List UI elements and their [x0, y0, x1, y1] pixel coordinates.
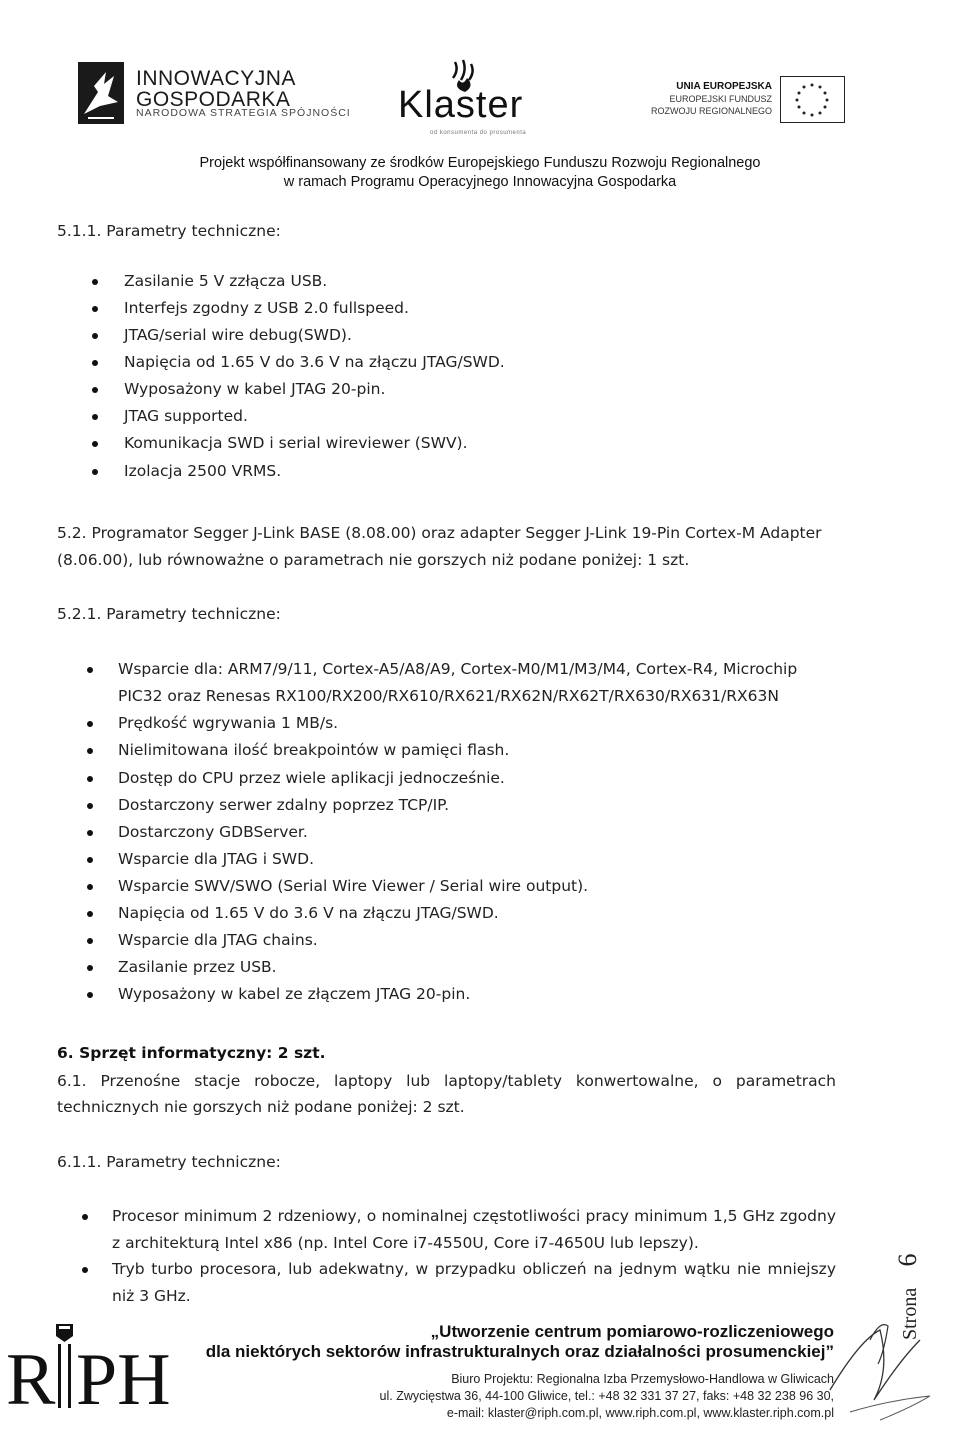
svg-text:R: R: [6, 1339, 56, 1418]
list-item: Dostęp do CPU przez wiele aplikacji jednocześnie.: [118, 769, 505, 787]
bullet: [87, 803, 93, 809]
bullet: [92, 469, 98, 475]
logo-klaster: Klaster: [398, 84, 524, 126]
emblem-icon: [78, 62, 124, 124]
handwritten-signature: [820, 1300, 960, 1430]
list-item: Napięcia od 1.65 V do 3.6 V na złączu JTAG/SWD.: [118, 904, 499, 922]
bullet: [92, 333, 98, 339]
list-item: Tryb turbo procesora, lub adekwatny, w przypadku obliczeń na jednym wątku nie mniejszy: [112, 1260, 836, 1278]
list-item: Komunikacja SWD i serial wireviewer (SWV).: [124, 434, 468, 452]
eu-label-line3: ROZWOJU REGIONALNEGO: [650, 106, 772, 116]
bullet: [87, 857, 93, 863]
section-5-2-line2: (8.06.00), lub równoważne o parametrach nie gorszych niż podane poniżej: 1 szt.: [57, 551, 690, 569]
strona-label: Strona: [899, 1287, 921, 1340]
section-5-2-line1: 5.2. Programator Segger J-Link BASE (8.08.00) oraz adapter Segger J-Link 19-Pin Cortex-M Adapter: [57, 524, 822, 542]
bullet: [87, 992, 93, 998]
bullet: [87, 667, 93, 673]
bullet: [87, 911, 93, 917]
list-item: Wsparcie dla: ARM7/9/11, Cortex-A5/A8/A9, Cortex-M0/M1/M3/M4, Cortex-R4, Microchip: [118, 660, 798, 678]
paragraph-6-1-line2: technicznych nie gorszych niż podane poniżej: 2 szt.: [57, 1098, 465, 1116]
footer-title-line2: dla niektórych sektorów infrastrukturalnych oraz działalności prosumenckiej”: [205, 1342, 834, 1361]
list-item: Wyposażony w kabel ze złączem JTAG 20-pin.: [118, 985, 471, 1003]
footer-office: Biuro Projektu: Regionalna Izba Przemysłowo-Handlowa w Gliwicach: [451, 1372, 834, 1386]
list-item: Wsparcie dla JTAG chains.: [118, 931, 318, 949]
bullet: [87, 776, 93, 782]
list-item-continuation: PIC32 oraz Renesas RX100/RX200/RX610/RX621/RX62N/RX62T/RX630/RX631/RX63N: [118, 687, 779, 705]
innowacyjna-gospodarka-emblem: [78, 62, 124, 124]
list-item: Zasilanie przez USB.: [118, 958, 277, 976]
paragraph-6-1-line1: 6.1. Przenośne stacje robocze, laptopy lub laptopy/tablety konwertowalne, o parametrach: [57, 1072, 836, 1090]
footer-contact: e-mail: klaster@riph.com.pl, www.riph.com.pl, www.klaster.riph.com.pl: [446, 1406, 834, 1420]
list-item: Zasilanie 5 V zzłącza USB.: [124, 272, 328, 290]
eu-label-line1: UNIA EUROPEJSKA: [676, 81, 772, 92]
list-item: JTAG supported.: [124, 407, 248, 425]
bullet: [87, 748, 93, 754]
page-number: 6: [893, 1253, 922, 1267]
heading-5-1-1: 5.1.1. Parametry techniczne:: [57, 222, 281, 240]
list-item: Dostarczony serwer zdalny poprzez TCP/IP.: [118, 796, 450, 814]
list-item: Wsparcie SWV/SWO (Serial Wire Viewer / Serial wire output).: [118, 877, 589, 895]
list-item: Napięcia od 1.65 V do 3.6 V na złączu JTAG/SWD.: [124, 353, 505, 371]
logo-innowacyjna-line2: GOSPODARKA: [136, 88, 291, 111]
heading-6-1-1: 6.1.1. Parametry techniczne:: [57, 1153, 281, 1171]
logo-innowacyjna-line1: INNOWACYJNA: [136, 67, 296, 90]
list-item: Wyposażony w kabel JTAG 20-pin.: [124, 380, 386, 398]
bullet: [87, 938, 93, 944]
eu-stars-icon: [781, 77, 843, 121]
bullet: [92, 414, 98, 420]
project-funding-line1: Projekt współfinansowany ze środków Europejskiego Funduszu Rozwoju Regionalnego: [199, 155, 761, 171]
list-item: Procesor minimum 2 rdzeniowy, o nominalnej częstotliwości pracy minimum 1,5 GHz zgodny: [112, 1207, 836, 1225]
eu-label-line2: EUROPEJSKI FUNDUSZ: [669, 94, 772, 104]
project-funding-line2: w ramach Programu Operacyjnego Innowacyjna Gospodarka: [283, 174, 677, 190]
eu-flag: [780, 76, 845, 123]
list-item-continuation: z architekturą Intel x86 (np. Intel Core i7-4550U, Core i7-4650U lub lepszy).: [112, 1234, 699, 1252]
bullet: [92, 306, 98, 312]
footer-title-line1: „Utworzenie centrum pomiarowo-rozliczeniowego: [430, 1322, 834, 1341]
bullet: [87, 884, 93, 890]
list-item: JTAG/serial wire debug(SWD).: [124, 326, 352, 344]
list-item: Izolacja 2500 VRMS.: [124, 462, 282, 480]
logo-innowacyjna-sub: NARODOWA STRATEGIA SPÓJNOŚCI: [136, 107, 351, 119]
bullet: [82, 1267, 88, 1273]
heading-6: 6. Sprzęt informatyczny: 2 szt.: [57, 1044, 326, 1062]
riph-logo: [6, 1318, 176, 1418]
footer-address: ul. Zwycięstwa 36, 44-100 Gliwice, tel.: +48 32 331 37 27, faks: +48 32 238 96 30,: [379, 1389, 834, 1403]
list-item: Prędkość wgrywania 1 MB/s.: [118, 714, 339, 732]
bullet: [87, 830, 93, 836]
heading-5-2-1: 5.2.1. Parametry techniczne:: [57, 605, 281, 623]
bullet: [92, 360, 98, 366]
bullet: [92, 441, 98, 447]
bullet: [82, 1214, 88, 1220]
bullet: [92, 387, 98, 393]
list-item: Dostarczony GDBServer.: [118, 823, 308, 841]
svg-text:PH: PH: [76, 1339, 171, 1418]
list-item-continuation: niż 3 GHz.: [112, 1287, 191, 1305]
list-item: Nielimitowana ilość breakpointów w pamięci flash.: [118, 741, 510, 759]
bullet: [87, 721, 93, 727]
bullet: [87, 965, 93, 971]
logo-klaster-tag: od konsumenta do prosumenta: [430, 130, 527, 136]
list-item: Wsparcie dla JTAG i SWD.: [118, 850, 314, 868]
list-item: Interfejs zgodny z USB 2.0 fullspeed.: [124, 299, 409, 317]
bullet: [92, 279, 98, 285]
